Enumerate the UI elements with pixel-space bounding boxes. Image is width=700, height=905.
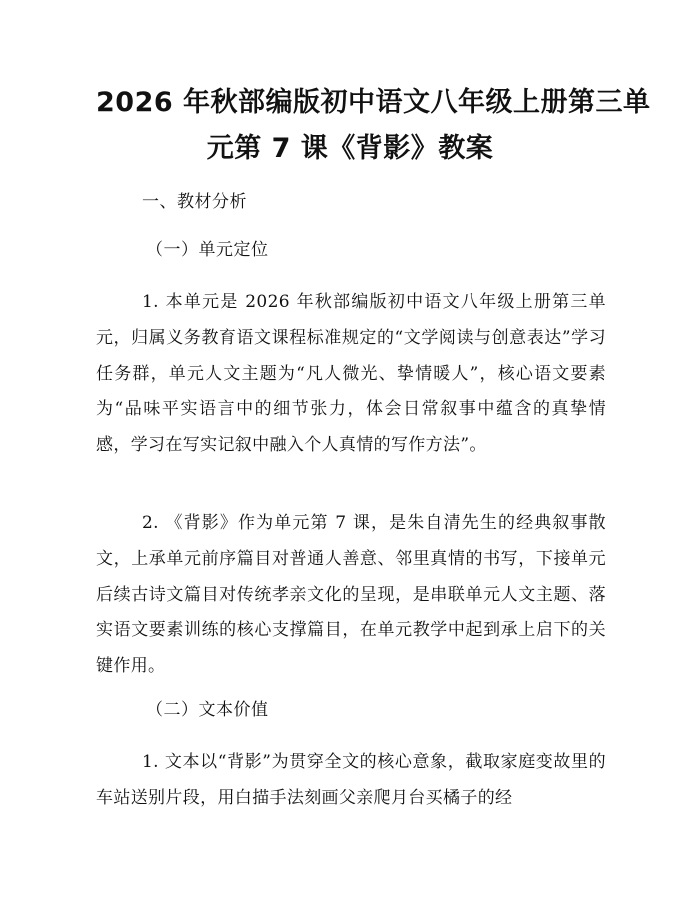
- paragraph-unit-overview: 1. 本单元是 2026 年秋部编版初中语文八年级上册第三单元，归属义务教育语文课程标准规定的“文学阅读与创意表达”学习任务群，单元人文主题为“凡人微光、挚情暖人”，核心语文要素为“品味平实语言中的细节张力，体会日常叙事中蕴含的真挚情感，学习在写实记叙中融入个人真情的写作方法”。: [96, 292, 606, 456]
- section-heading-textbook-analysis: 一、教材分析: [142, 192, 247, 212]
- document-title-line-2: 元第 7 课《背影》教案: [206, 133, 494, 164]
- paragraph-lesson-role: 2. 《背影》作为单元第 7 课，是朱自清先生的经典叙事散文，上承单元前序篇目对普通人善意、邻里真情的书写，下接单元后续古诗文篇目对传统孝亲文化的呈现，是串联单元人文主题、落实语文要素训练的核心支撑篇目，在单元教学中起到承上启下的关键作用。: [96, 513, 606, 677]
- document-title-line-1: 2026 年秋部编版初中语文八年级上册第三单: [96, 87, 651, 118]
- subsection-heading-text-value: （二）文本价值: [146, 700, 269, 720]
- paragraph-text-value: 1. 文本以“背影”为贯穿全文的核心意象，截取家庭变故里的车站送别片段，用白描手法刻画父亲爬月台买橘子的经: [96, 752, 606, 808]
- subsection-heading-unit-positioning: （一）单元定位: [146, 240, 269, 260]
